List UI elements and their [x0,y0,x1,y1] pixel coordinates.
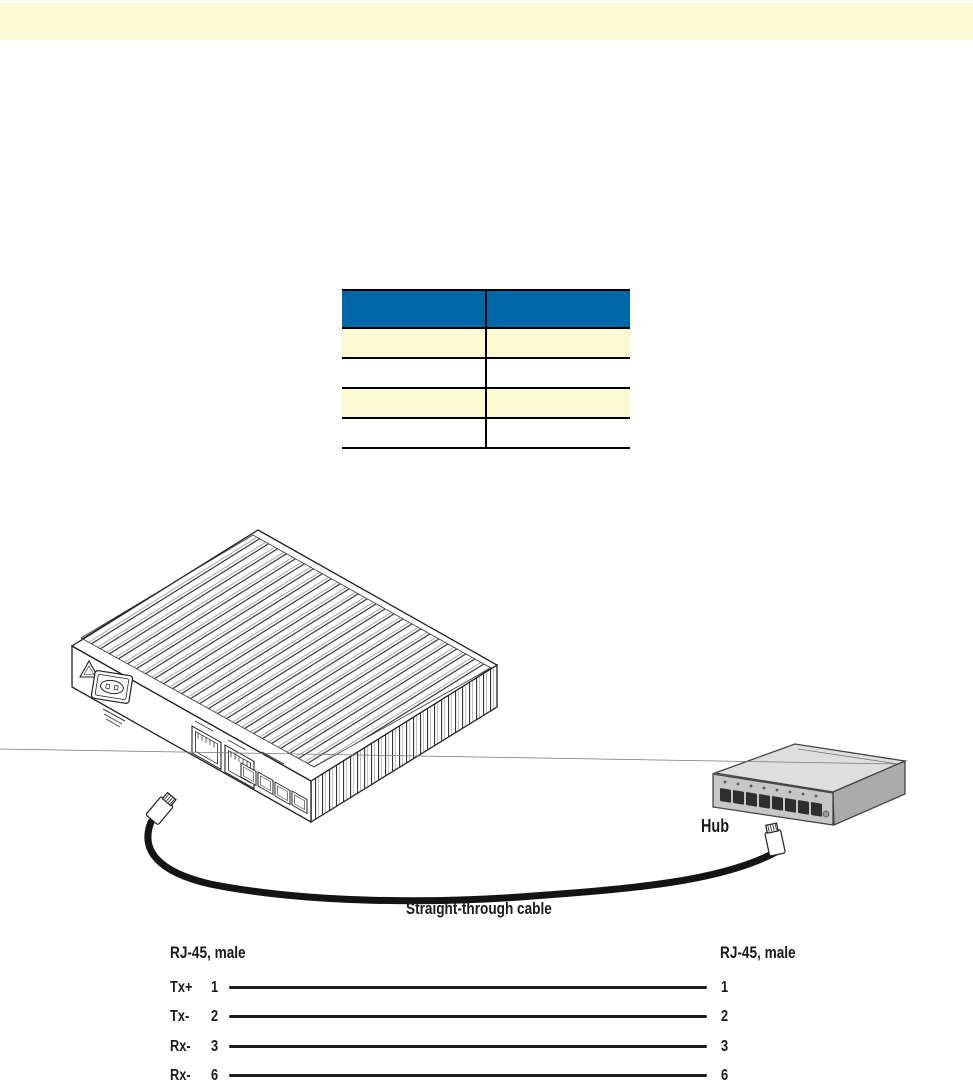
table-cell [342,359,487,387]
pinout-row-4 [0,1067,973,1082]
pin-wire-line [229,1074,707,1077]
table-cell [487,419,630,447]
pin-signal-label: Tx- [170,1008,190,1025]
pinout-left-header-text: RJ-45, male [170,943,246,962]
network-connection-diagram [0,500,973,940]
table-row [342,417,630,447]
pin-number-right: 6 [721,1067,729,1082]
cable-caption [406,899,588,919]
table-cell [487,359,630,387]
straight-through-cable [146,791,786,901]
pin-number-right: 3 [721,1038,729,1055]
rj45-plug-right [763,823,785,857]
pinout-right-header [720,943,815,963]
pin-number-right: 1 [721,979,729,996]
table-cell [487,389,630,417]
pin-number-left: 2 [211,1008,219,1025]
router-device-illustration [72,530,497,822]
pin-assignment-table [342,289,630,449]
table-row [342,327,630,357]
pin-number-left: 6 [211,1067,219,1082]
cable-caption-text: Straight-through cable [406,899,552,918]
hub-label [701,816,736,837]
table-cell [342,329,487,357]
table-row [342,387,630,417]
table-cell [342,419,487,447]
pin-number-left: 1 [211,979,219,996]
table-header-cell [342,291,487,327]
table-row [342,357,630,387]
hub-label-text: Hub [701,816,729,836]
table-cell [342,389,487,417]
pin-signal-label: Tx+ [170,979,193,996]
pin-wire-line [229,1015,707,1018]
pinout-right-header-text: RJ-45, male [720,943,796,962]
hub-power-led [823,811,829,817]
highlight-banner [0,3,973,40]
pin-number-right: 2 [721,1008,729,1025]
pin-wire-line [229,986,707,989]
pin-number-left: 3 [211,1038,219,1055]
pin-wire-line [229,1045,707,1048]
pin-signal-label: Rx- [170,1067,191,1082]
power-inlet [91,670,133,704]
table-header-cell [487,291,630,327]
cable-line [148,822,776,901]
hub-illustration [0,744,905,825]
pinout-row-3 [0,1038,973,1056]
pinout-row-2 [0,1008,973,1026]
pin-signal-label: Rx- [170,1038,191,1055]
pinout-left-header [170,943,265,963]
table-cell [487,329,630,357]
table-header-row [342,291,630,327]
pinout-row-1 [0,979,973,997]
